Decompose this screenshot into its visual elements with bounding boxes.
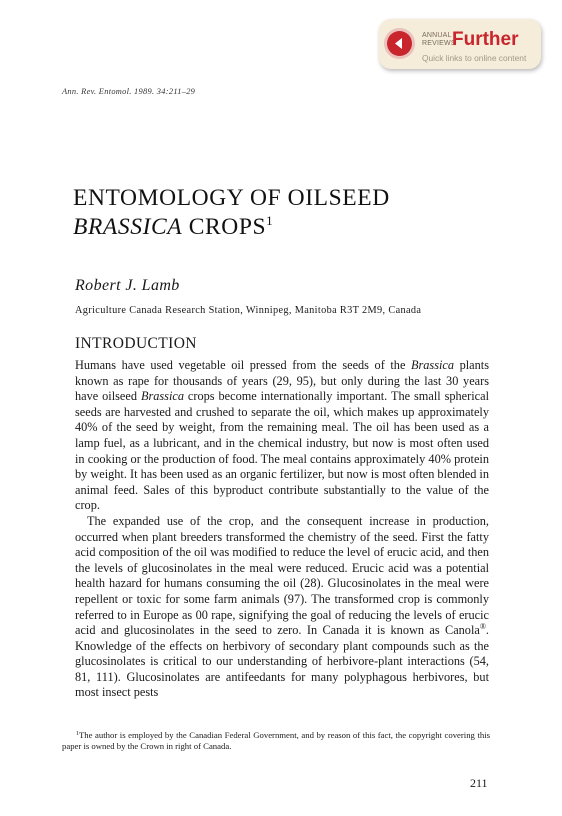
author-name: Robert J. Lamb — [75, 277, 180, 294]
registered-mark: ® — [479, 622, 486, 631]
badge-further-word: Further — [452, 29, 519, 50]
title-brassica: BRASSICA — [73, 214, 183, 240]
para2-text-b: . Knowledge of the effects on herbivory of secondary plant compounds such as the glucosinolates is critical to our understanding of herbivore-plant interactions (54, 81, 111). Glucosinolates are antifeedants for many polyphagous herbivores, but most insect pests — [75, 623, 489, 700]
para1-text-c: crops become internationally important. The small spherical seeds are harvested and crushed to separate the oil, which makes up approximately 40% of the seed by weight, from the remaining meal. The oil has been used as a lamp fuel, as a lubricant, and in the chemical industry, but now is most often used in cooking or the production of food. The meal contains approximately 40% protein by weight. It has been used as an organic fertilizer, but now is most often blended in animal feed. Sales of this byproduct contribute substantially to the value of the crop. — [75, 389, 489, 513]
section-heading: INTRODUCTION — [75, 335, 197, 352]
author-affiliation: Agriculture Canada Research Station, Winnipeg, Manitoba R3T 2M9, Canada — [75, 305, 422, 316]
title-footnote-mark[interactable]: 1 — [266, 213, 274, 228]
brand-line-reviews: REVIEWS — [422, 40, 456, 47]
para1-text-b: plants known as rape for thousands of years (29, 95), but only during the last 30 years have oilseed — [75, 358, 489, 404]
footnote — [62, 730, 490, 753]
play-arrow-icon — [387, 31, 412, 56]
title-crops: CROPS — [182, 214, 267, 240]
para1-text-a: Humans have used vegetable oil pressed from the seeds of the — [75, 358, 411, 372]
footnote-mark: 1 — [76, 731, 79, 737]
journal-citation: Ann. Rev. Entomol. 1989. 34:211–29 — [62, 87, 196, 96]
para1-brassica-1: Brassica — [410, 358, 455, 372]
title-line-1: ENTOMOLOGY OF OILSEED — [73, 185, 390, 211]
paragraph-2 — [75, 514, 489, 701]
para2-text-a: The expanded use of the crop, and the consequent increase in production, occurred when plant breeders transformed the chemistry of the seed. First the fatty acid composition of the oil was modified to reduce the level of erucic acid, and then the levels of glucosinolates in the meal were reduced. Erucic acid was a potential health hazard for humans consuming the oil (28). Glucosinolates in the meal were repellent or toxic for some farm animals (97). The transformed crop is commonly referred to in Europe as 00 rape, signifying the goal of reducing the levels of erucic acid and glucosinolates in the seed to zero. In Canada it is known as Canola — [75, 513, 489, 638]
article-body — [75, 358, 489, 701]
para1-brassica-2: Brassica — [140, 389, 184, 404]
footnote-text: The author is employed by the Canadian Federal Government, and by reason of this fact, the copyright covering this paper is owned by the Crown in right of Canada. — [62, 730, 490, 752]
paragraph-1 — [75, 358, 489, 514]
page-number: 211 — [470, 776, 488, 790]
further-badge[interactable] — [379, 19, 541, 69]
article-title — [73, 184, 390, 242]
brand-line-annual: ANNUAL — [422, 32, 452, 39]
badge-subtitle: Quick links to online content — [422, 53, 527, 63]
title-line-2 — [73, 213, 390, 242]
